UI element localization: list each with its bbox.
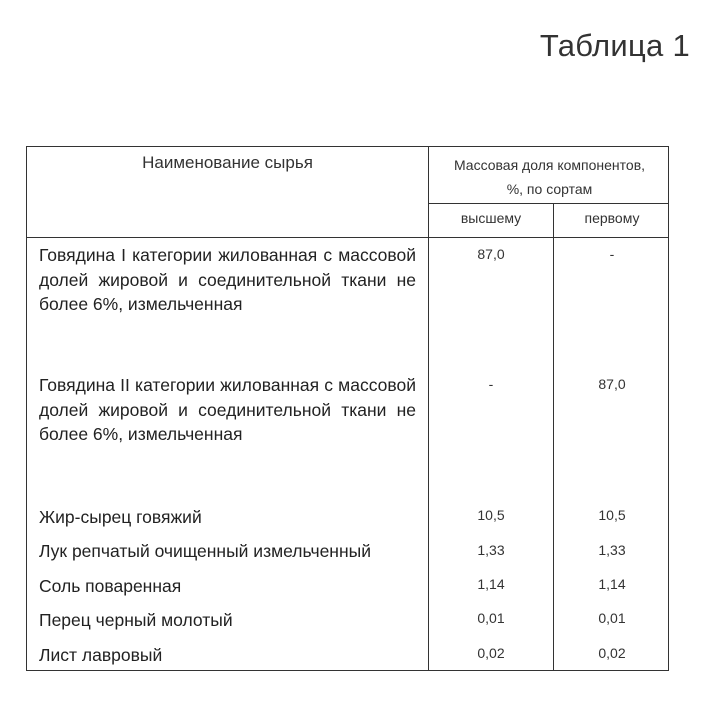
table-cell-premium: 10,5 bbox=[477, 507, 505, 523]
header-grade-first: первому bbox=[584, 210, 640, 226]
header-mass-line-2: %, по сортам bbox=[506, 181, 593, 197]
table-cell-first: 10,5 bbox=[598, 507, 626, 523]
header-grade-premium: высшему bbox=[460, 210, 522, 226]
table-row-name: Говядина I категории жилованная с массовой долей жировой и соединительной ткани не более 6%, измельченная bbox=[39, 245, 416, 314]
table-cell-premium: 1,14 bbox=[477, 576, 505, 592]
table-cell-first: 0,02 bbox=[598, 645, 626, 661]
table-cell-first: 1,33 bbox=[598, 542, 626, 558]
table-row-name: Лук репчатый очищенный измельченный bbox=[39, 541, 371, 561]
table-cell-first: - bbox=[609, 246, 615, 262]
header-mass-line-1: Массовая доля компонентов, bbox=[453, 157, 646, 173]
header-raw-material: Наименование сырья bbox=[142, 153, 313, 172]
table-cell-first: 87,0 bbox=[598, 376, 626, 392]
table-row-name: Соль поваренная bbox=[39, 576, 182, 596]
table-row-name: Лист лавровый bbox=[39, 645, 163, 665]
header-subdivider bbox=[428, 203, 668, 204]
table-cell-first: 0,01 bbox=[598, 610, 626, 626]
table-cell-premium: - bbox=[488, 376, 494, 392]
table-row-name: Жир-сырец говяжий bbox=[39, 507, 202, 527]
table-cell-premium: 0,01 bbox=[477, 610, 505, 626]
table-caption: Таблица 1 bbox=[539, 28, 690, 63]
table-cell-premium: 0,02 bbox=[477, 645, 505, 661]
recipe-table bbox=[26, 146, 669, 671]
grade-divider bbox=[553, 203, 554, 670]
table-cell-first: 1,14 bbox=[598, 576, 626, 592]
table-row-name: Говядина II категории жилованная с массовой долей жировой и соединительной ткани не более 6%, измельченная bbox=[39, 375, 416, 444]
table-cell-premium: 87,0 bbox=[477, 246, 505, 262]
header-bottom-line bbox=[27, 237, 668, 238]
table-row-name: Перец черный молотый bbox=[39, 610, 233, 630]
table-cell-premium: 1,33 bbox=[477, 542, 505, 558]
header-mass-fraction bbox=[429, 153, 670, 201]
